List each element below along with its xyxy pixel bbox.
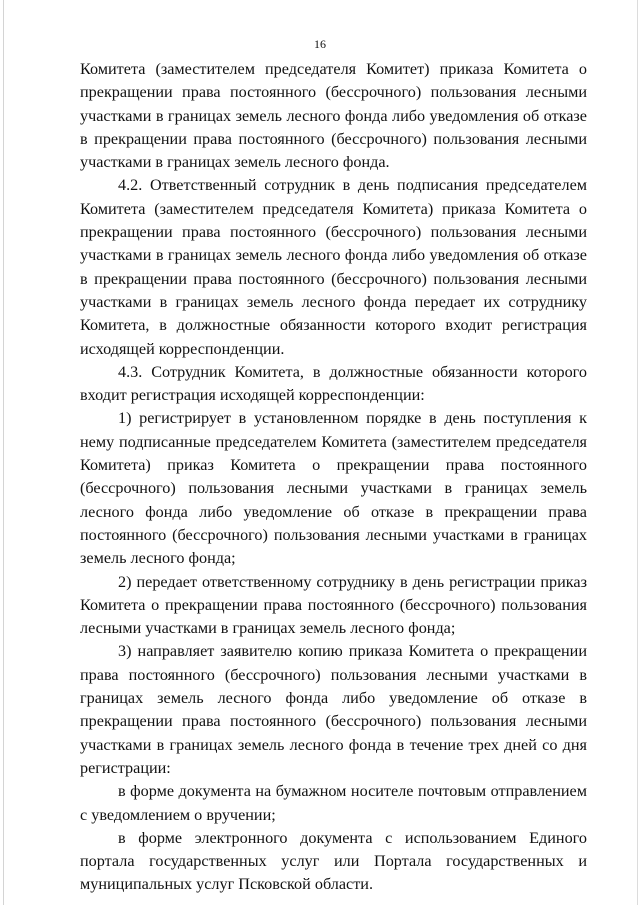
list-item-1: 1) регистрирует в установленном порядке в день поступления к нему подписанные председателем Комитета (заместителем председателя Комитета) приказ Комитета о прекращении права постоянного (бессрочного) пользования лесными участками в границах земель лесного фонда либо уведомление об отказе в прекращении права постоянного (бессрочного) пользования лесными участками в границах земель лесного фонда; [80,409,587,568]
paragraph-4-2: 4.2. Ответственный сотрудник в день подписания председателем Комитета (заместителем председателя Комитета) приказа Комитета о прекращении права постоянного (бессрочного) пользования лесными участками в границах земель лесного фонда либо уведомления об отказе в прекращении права постоянного (бессрочного) пользования лесными участками в границах земель лесного фонда передает их сотруднику Комитета, в должностные обязанности которого входит регистрация исходящей корреспонденции. [80,176,587,358]
paragraph-form-paper: в форме документа на бумажном носителе почтовым отправлением с уведомлением о вручении; [80,782,587,824]
document-body [80,58,587,897]
scan-edge-right [637,0,638,905]
paragraph-continuation: Комитета (заместителем председателя Комитет) приказа Комитета о прекращении права постоянного (бессрочного) пользования лесными участками в границах земель лесного фонда либо уведомления об отказе в прекращении права постоянного (бессрочного) пользования лесными участками в границах земель лесного фонда. [80,60,587,172]
paragraph-form-electronic: в форме электронного документа с использованием Единого портала государственных услуг или Портала государственных и муниципальных услуг Псковской области. [80,828,587,894]
scan-edge-left [3,0,4,905]
page-number: 16 [314,37,326,51]
list-item-3: 3) направляет заявителю копию приказа Комитета о прекращении права постоянного (бессрочного) пользования лесными участками в границах земель лесного фонда либо уведомление об отказе в прекращении права постоянного (бессрочного) пользования лесными участками в границах земель лесного фонда в течение трех дней со дня регистрации: [80,642,587,777]
list-item-2: 2) передает ответственному сотруднику в день регистрации приказ Комитета о прекращении права постоянного (бессрочного) пользования лесными участками в границах земель лесного фонда; [80,572,587,638]
paragraph-4-3: 4.3. Сотрудник Комитета, в должностные обязанности которого входит регистрация исходящей корреспонденции: [80,362,587,405]
